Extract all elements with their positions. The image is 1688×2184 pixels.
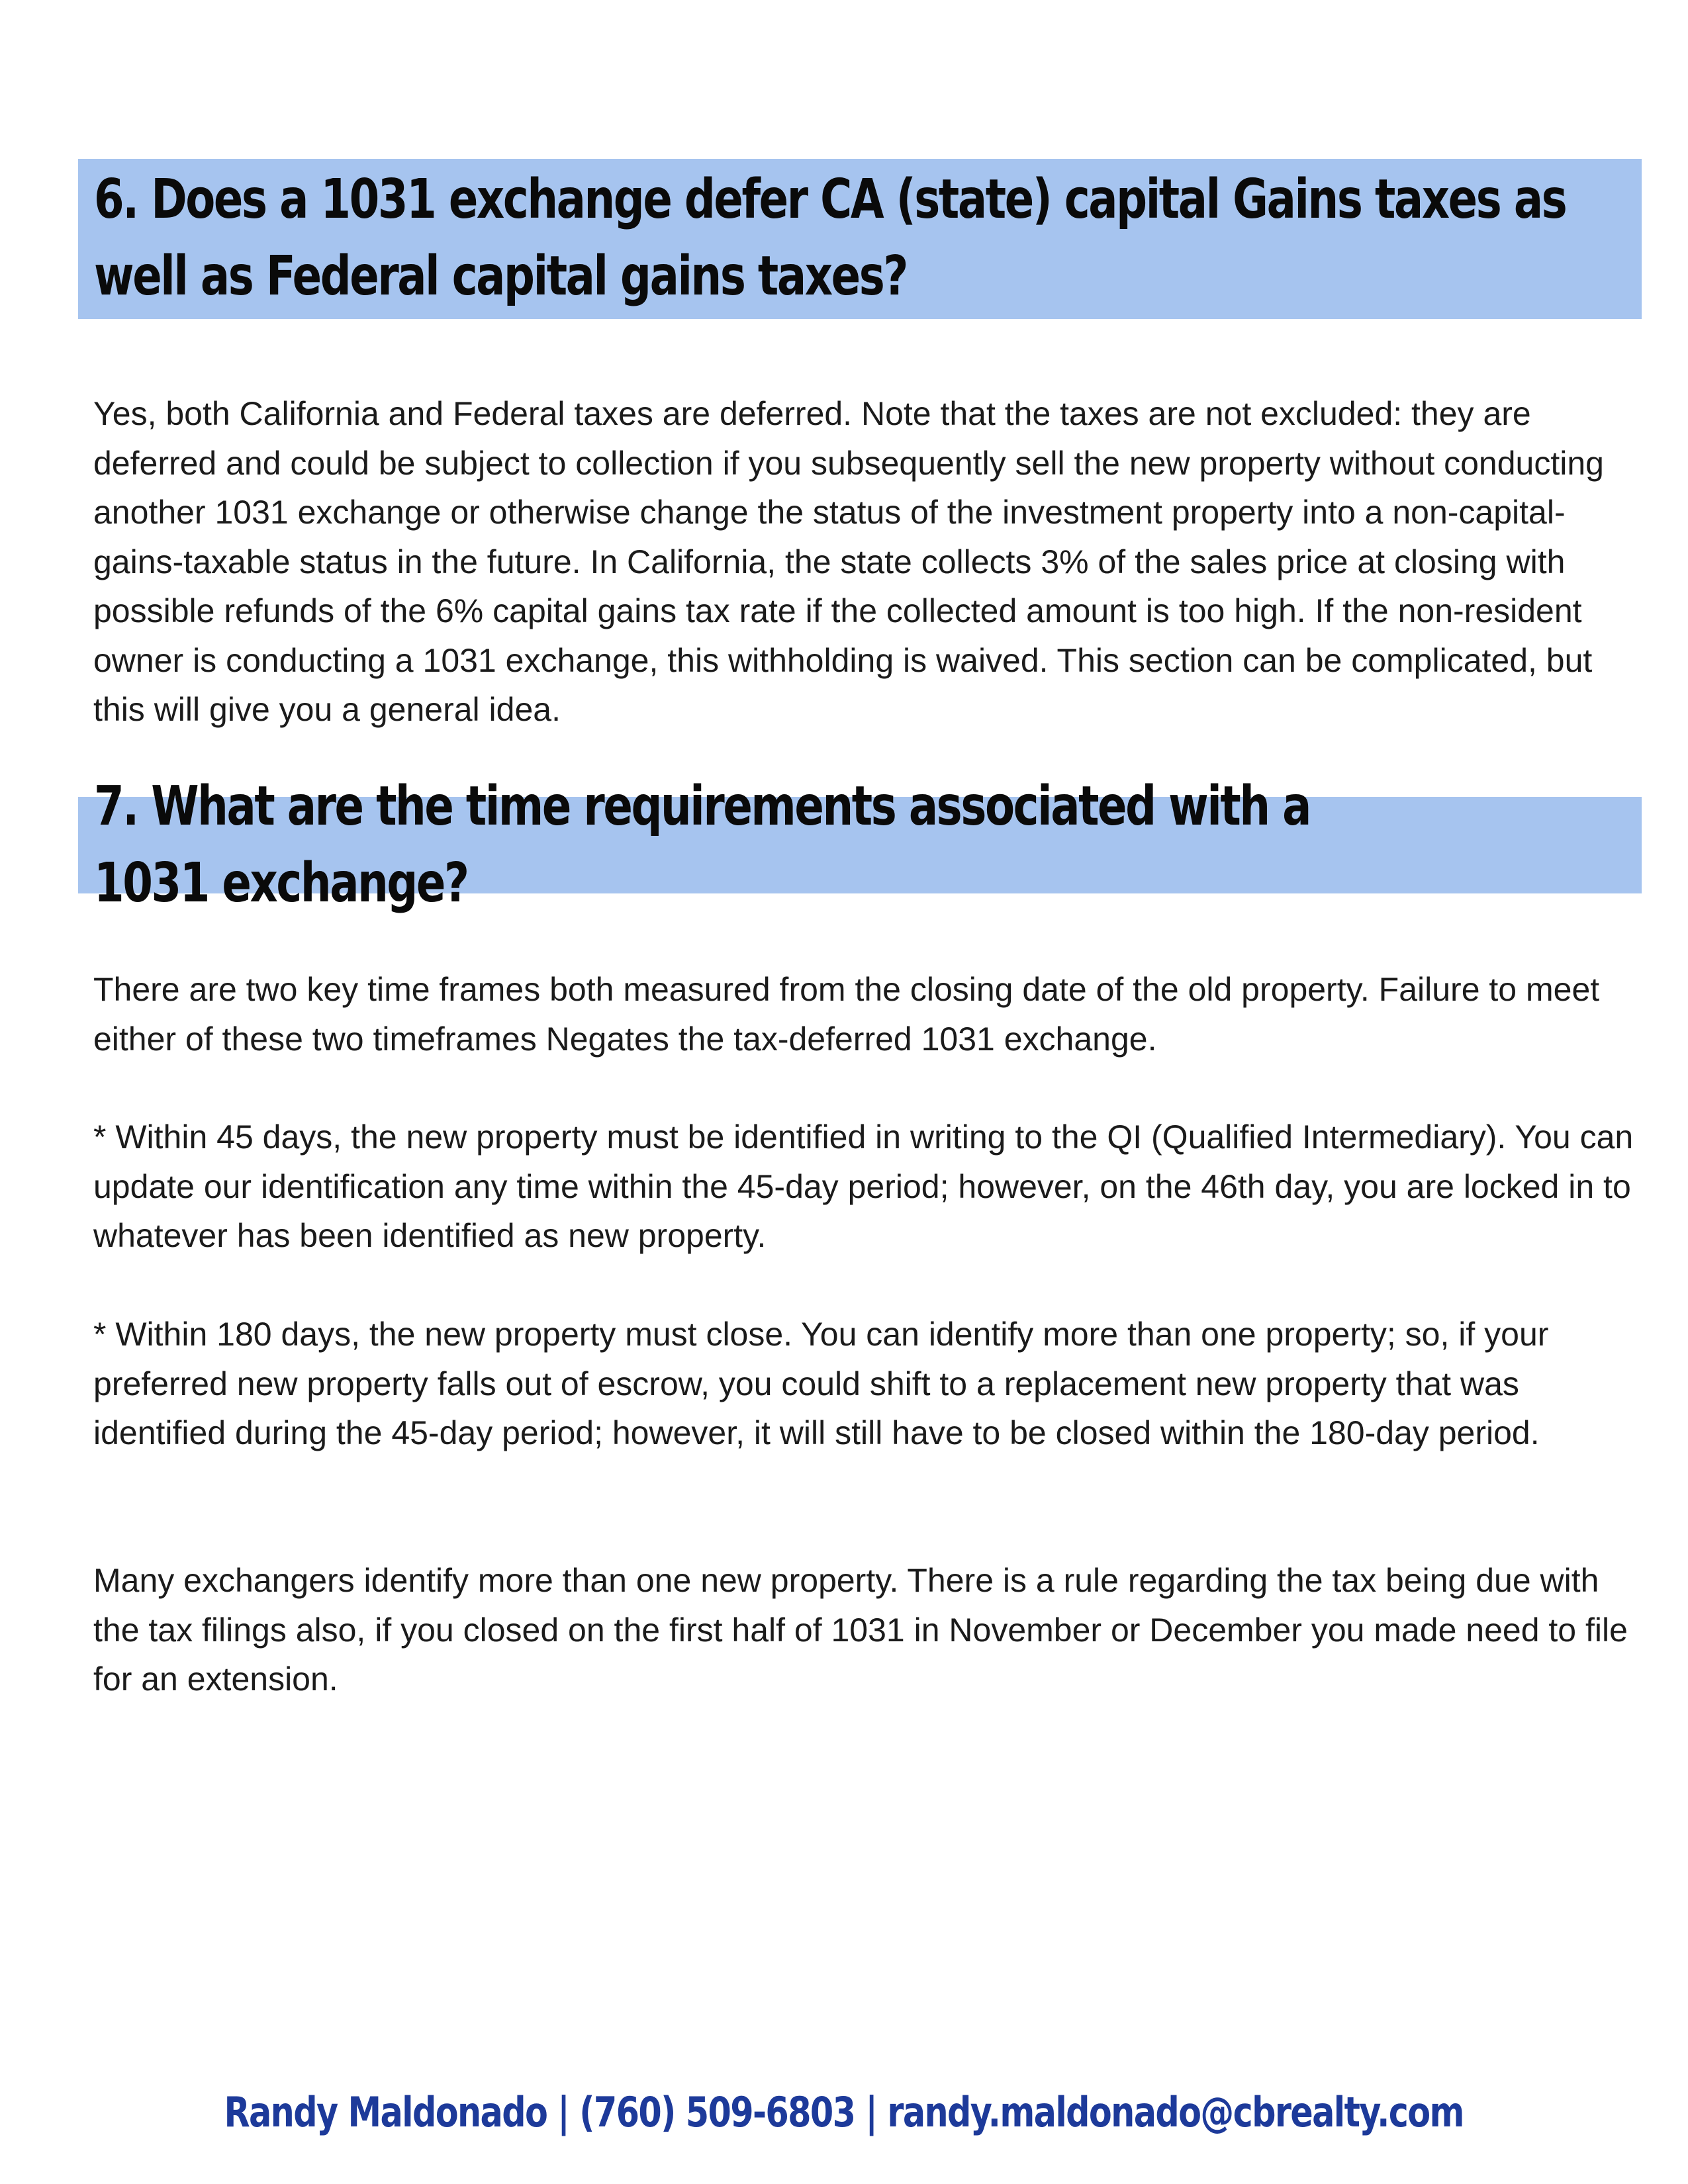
section-7-extension-paragraph: Many exchangers identify more than one new property. There is a rule regarding the tax being due with the tax filings also, if you closed on the first half of 1031 in November or December you made need to file for an extension. bbox=[93, 1562, 1628, 1698]
section-7-intro-paragraph: There are two key time frames both measured from the closing date of the old property. Failure to meet either of these two timeframes Negates the tax-deferred 1031 exchange. bbox=[93, 971, 1600, 1058]
section-7-heading-bar bbox=[78, 775, 1642, 915]
footer-contact-text: Randy Maldonado | (760) 509-6803 | randy.maldonado@cbrealty.com bbox=[224, 2088, 1464, 2136]
footer-contact bbox=[0, 2086, 1688, 2139]
section-6-heading-bar bbox=[78, 159, 1642, 319]
section-7-45-day-paragraph: * Within 45 days, the new property must be identified in writing to the QI (Qualified Intermediary). You can update our identification any time within the 45-day period; however, on the 46th day, you are locked in to whatever has been identified as new property. bbox=[93, 1118, 1634, 1254]
section-6-paragraph: Yes, both California and Federal taxes are deferred. Note that the taxes are not excluded: they are deferred and could be subject to collection if you subsequently sell the new property without conducting another 1031 exchange or otherwise change the status of the investment property into a non-capital-gains-taxable status in the future. In California, the state collects 3% of the sales price at closing with possible refunds of the 6% capital gains tax rate if the collected amount is too high. If the non-resident owner is conducting a 1031 exchange, this withholding is waived. This section can be complicated, but this will give you a general idea. bbox=[93, 395, 1604, 728]
section-7-heading: 7. What are the time requirements associated with a 1031 exchange? bbox=[94, 775, 1310, 915]
section-7-180-day-paragraph: * Within 180 days, the new property must close. You can identify more than one property; so, if your preferred new property falls out of escrow, you could shift to a replacement new property that was identified during the 45-day period; however, it will still have to be closed within the 180-day period. bbox=[93, 1316, 1549, 1451]
section-6-heading: 6. Does a 1031 exchange defer CA (state) capital Gains taxes as well as Federal capital gains taxes? bbox=[94, 168, 1566, 308]
